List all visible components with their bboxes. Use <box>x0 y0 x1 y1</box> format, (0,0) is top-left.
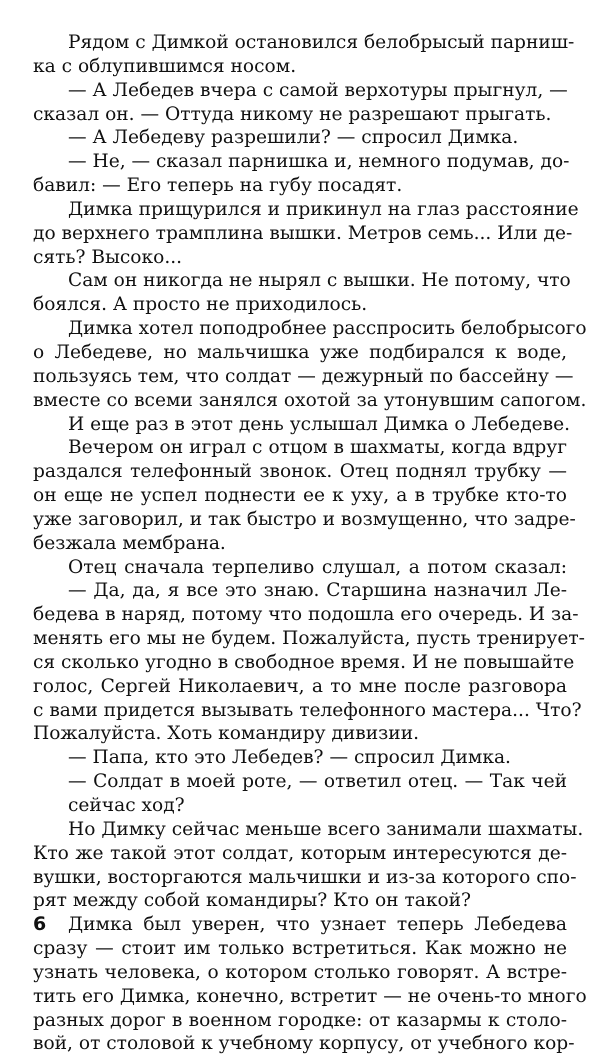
text-line: вместе со всеми занялся охотой за утонувшим сапогом. <box>33 389 587 411</box>
page-text <box>33 31 587 1056</box>
text-line: сять? Высоко... <box>33 246 183 268</box>
text-line: Димка хотел поподробнее расспросить белобрысого <box>68 318 587 340</box>
text-line: он еще не успел поднести ее к уху, а в трубке кто-то <box>33 485 567 507</box>
text-line: Но Димку сейчас меньше всего занимали шахматы. <box>68 818 584 840</box>
text-line: — Солдат в моей роте, — ответил отец. — Так чей <box>68 771 567 793</box>
text-line: бедева в наряд, потому что подошла его очередь. И за- <box>33 604 579 626</box>
text-line: — Папа, кто это Лебедев? — спросил Димка. <box>68 747 511 769</box>
text-line: сейчас ход? <box>68 795 185 816</box>
text-line: раздался телефонный звонок. Отец поднял трубку — <box>33 461 567 483</box>
text-line: — А Лебедеву разрешили? — спросил Димка. <box>68 127 519 149</box>
text-line: о Лебедеве, но мальчишка уже подбирался к воде, <box>33 341 567 363</box>
text-line: голос, Сергей Николаевич, а то мне после разговора <box>33 675 567 697</box>
text-line: пользуясь тем, что солдат — дежурный по бассейну — <box>33 365 574 387</box>
text-line: Сам он никогда не нырял с вышки. Не потому, что <box>68 270 571 292</box>
text-line: вой, от столовой к учебному корпусу, от учебного кор- <box>33 1033 575 1055</box>
text-line: тить его Димка, конечно, встретит — не очень-то много <box>33 985 587 1007</box>
text-line: — Не, — сказал парнишка и, немного подумав, до- <box>68 151 570 173</box>
text-line: сказал он. — Оттуда никому не разрешают прыгать. <box>33 103 552 125</box>
text-line: разных дорог в военном городке: от казармы к столо- <box>33 1009 567 1031</box>
text-line: ка с облупившимся носом. <box>33 55 297 77</box>
text-line: рят между собой командиры? Кто он такой? <box>33 890 472 912</box>
text-line: ся сколько угодно в свободное время. И не повышайте <box>33 651 575 673</box>
text-line: с вами придется вызывать телефонного мастера... Что? <box>33 699 582 721</box>
text-line: Димка был уверен, что узнает теперь Лебедева <box>68 914 567 936</box>
text-line: уже заговорил, и так быстро и возмущенно, что задре- <box>33 508 576 530</box>
text-line: Кто же такой этот солдат, которым интересуются де- <box>33 842 567 864</box>
text-line: боялся. А просто не приходилось. <box>33 294 368 316</box>
text-line: — А Лебедев вчера с самой верхотуры прыгнул, — <box>68 79 568 101</box>
text-line: Отец сначала терпеливо слушал, а потом сказал: <box>68 556 567 578</box>
text-line: Пожалуйста. Хоть командиру дивизии. <box>33 723 419 745</box>
page-number: 6 <box>33 913 47 935</box>
text-line: Рядом с Димкой остановился белобрысый парниш- <box>68 32 575 53</box>
text-line: до верхнего трамплина вышки. Метров семь... Или де- <box>33 222 573 244</box>
text-line: — Да, да, я все это знаю. Старшина назначил Ле- <box>68 580 567 602</box>
text-line: Димка прищурился и прикинул на глаз расстояние <box>68 198 579 220</box>
text-line: Вечером он играл с отцом в шахматы, когда вдруг <box>68 437 567 459</box>
text-line: бавил: — Его теперь на губу посадят. <box>33 175 403 197</box>
text-line: И еще раз в этот день услышал Димка о Лебедеве. <box>68 413 571 435</box>
text-line: безжала мембрана. <box>33 532 226 554</box>
text-line: вушки, восторгаются мальчишки и из-за которого спо- <box>33 866 577 888</box>
text-line: менять его мы не будем. Пожалуйста, пусть тренирует- <box>33 628 585 650</box>
text-line: узнать человека, о котором столько говорят. А встре- <box>33 961 567 983</box>
text-line: сразу — стоит им только встретиться. Как можно не <box>33 938 567 960</box>
